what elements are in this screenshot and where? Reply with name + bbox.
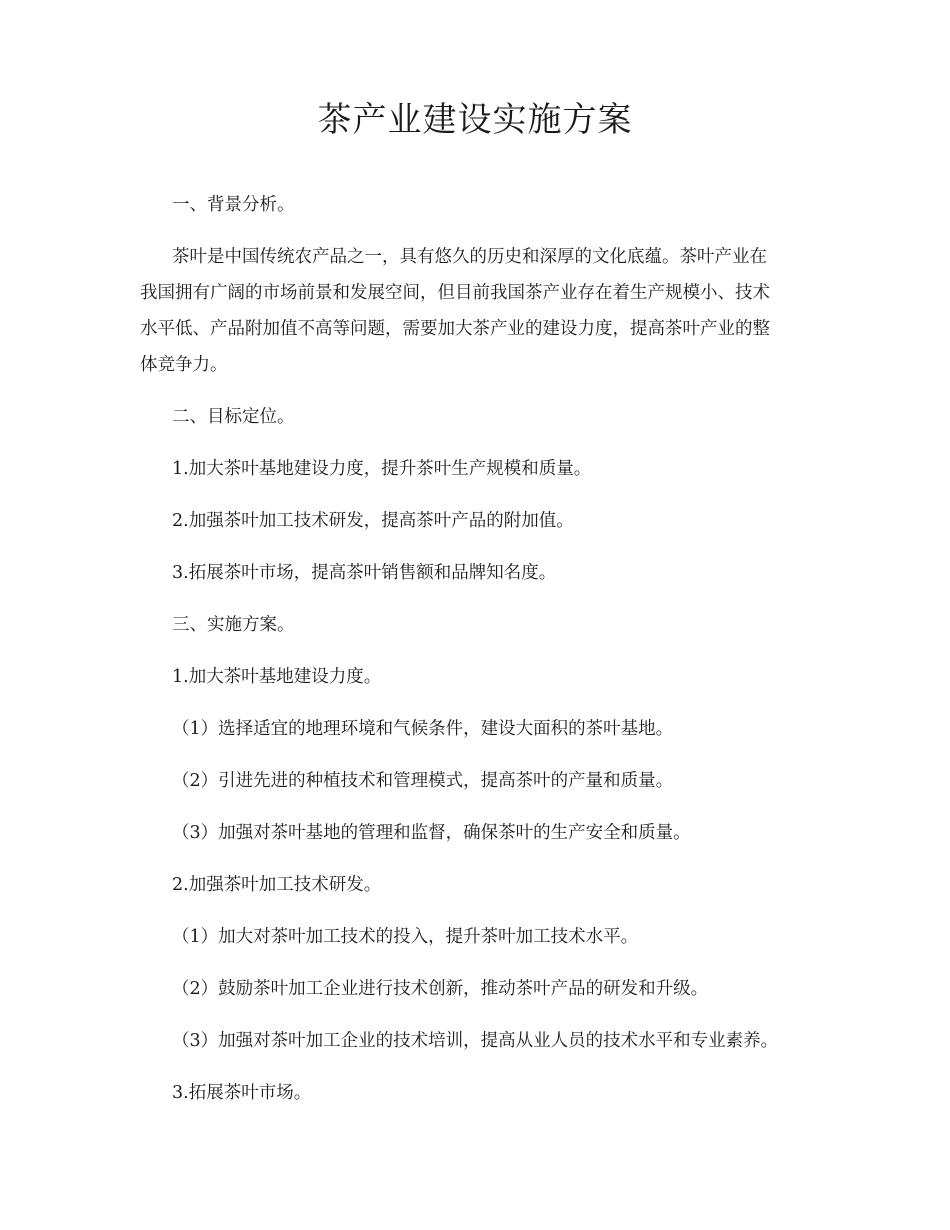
- plan-sub-item: （2）鼓励茶叶加工企业进行技术创新，推动茶叶产品的研发和升级。: [172, 979, 709, 999]
- paragraph-line: 水平低、产品附加值不高等问题，需要加大茶产业的建设力度，提高茶叶产业的整: [140, 319, 770, 339]
- plan-sub-item: （3）加强对茶叶加工企业的技术培训，提高从业人员的技术水平和专业素养。: [172, 1031, 779, 1051]
- section-heading-plan: 三、实施方案。: [172, 615, 295, 635]
- goal-item: 3.拓展茶叶市场，提高茶叶销售额和品牌知名度。: [172, 563, 557, 583]
- document-title: 茶产业建设实施方案: [317, 100, 633, 140]
- plan-sub-item: （1）加大对茶叶加工技术的投入，提升茶叶加工技术水平。: [172, 927, 639, 947]
- goal-item: 1.加大茶叶基地建设力度，提升茶叶生产规模和质量。: [172, 459, 592, 479]
- paragraph-line: 体竞争力。: [140, 355, 228, 375]
- plan-item-heading: 3.拓展茶叶市场。: [172, 1083, 312, 1103]
- section-heading-goals: 二、目标定位。: [172, 407, 295, 427]
- plan-sub-item: （2）引进先进的种植技术和管理模式，提高茶叶的产量和质量。: [172, 771, 674, 791]
- plan-sub-item: （3）加强对茶叶基地的管理和监督，确保茶叶的生产安全和质量。: [172, 823, 691, 843]
- paragraph-line: 我国拥有广阔的市场前景和发展空间，但目前我国茶产业存在着生产规模小、技术: [140, 283, 770, 303]
- section-heading-background: 一、背景分析。: [172, 195, 295, 215]
- goal-item: 2.加强茶叶加工技术研发，提高茶叶产品的附加值。: [172, 511, 574, 531]
- plan-sub-item: （1）选择适宜的地理环境和气候条件，建设大面积的茶叶基地。: [172, 719, 674, 739]
- plan-item-heading: 2.加强茶叶加工技术研发。: [172, 875, 382, 895]
- plan-item-heading: 1.加大茶叶基地建设力度。: [172, 667, 382, 687]
- paragraph-line: 茶叶是中国传统农产品之一，具有悠久的历史和深厚的文化底蕴。茶叶产业在: [172, 247, 767, 267]
